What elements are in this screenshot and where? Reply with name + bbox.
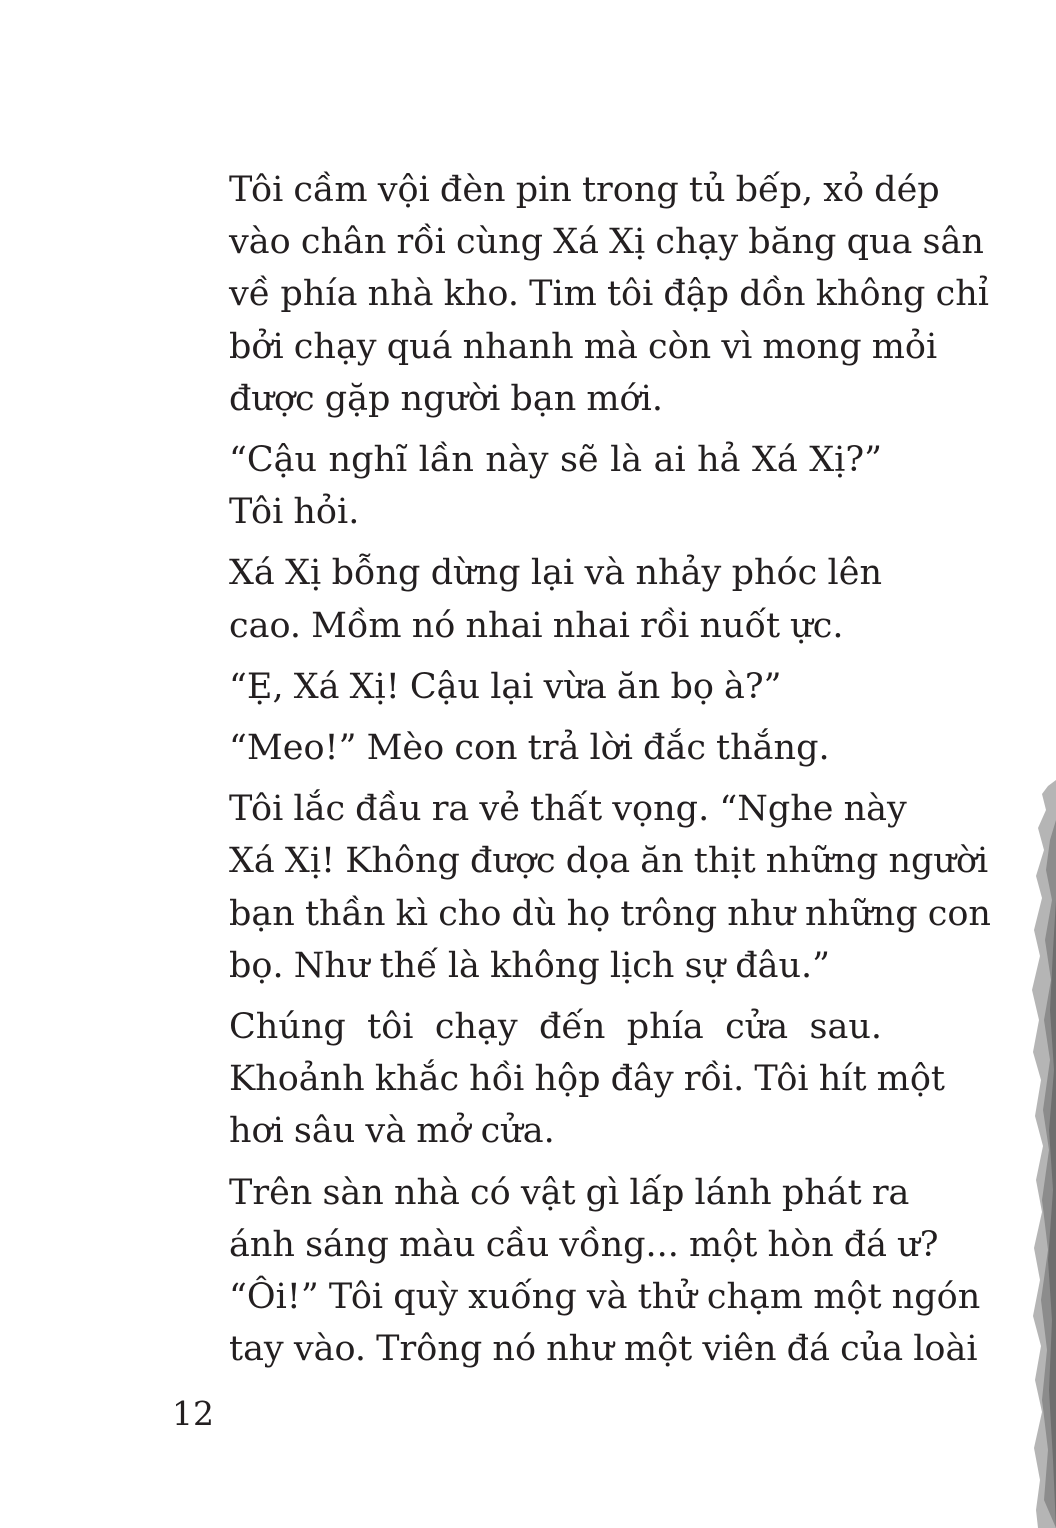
- text-line: bởi chạy quá nhanh mà còn vì mong mỏi: [229, 326, 938, 367]
- paragraph: [172, 164, 989, 425]
- text-line: Trên sàn nhà có vật gì lấp lánh phát ra: [229, 1172, 910, 1213]
- text-line: “Ẹ, Xá Xị! Cậu lại vừa ăn bọ à?”: [229, 666, 782, 707]
- text-line: về phía nhà kho. Tim tôi đập dồn không chỉ: [229, 274, 989, 315]
- text-line: Tôi hỏi.: [229, 492, 360, 533]
- paragraph: [172, 661, 882, 713]
- text-line: tay vào. Trông nó như một viên đá của loài: [229, 1329, 978, 1370]
- paragraph: [172, 434, 882, 538]
- text-line: Xá Xị! Không được dọa ăn thịt những người: [229, 841, 989, 882]
- paragraph: [172, 722, 882, 774]
- page-number: 12: [172, 1394, 214, 1433]
- text-line: “Meo!” Mèo con trả lời đắc thắng.: [229, 728, 830, 769]
- illustration-edge: [1030, 780, 1056, 1528]
- text-line: Tôi cầm vội đèn pin trong tủ bếp, xỏ dép: [229, 170, 940, 210]
- text-line: hơi sâu và mở cửa.: [229, 1111, 555, 1152]
- text-line: được gặp người bạn mới.: [229, 378, 663, 419]
- text-line: vào chân rồi cùng Xá Xị chạy băng qua sân: [229, 222, 984, 263]
- body-text: [172, 164, 991, 1384]
- paragraph: [172, 1001, 945, 1158]
- text-line: “Cậu nghĩ lần này sẽ là ai hả Xá Xị?”: [229, 440, 882, 481]
- text-line: Xá Xị bỗng dừng lại và nhảy phóc lên: [229, 553, 882, 594]
- text-line: cao. Mồm nó nhai nhai rồi nuốt ực.: [229, 605, 844, 646]
- text-line: bọ. Như thế là không lịch sự đâu.”: [229, 945, 831, 986]
- text-line: bạn thần kì cho dù họ trông như những con: [229, 893, 991, 934]
- text-line: ánh sáng màu cầu vồng... một hòn đá ư?: [229, 1224, 939, 1265]
- paragraph: [172, 783, 991, 992]
- text-line: “Ôi!” Tôi quỳ xuống và thử chạm một ngón: [229, 1277, 981, 1318]
- text-line: Tôi lắc đầu ra vẻ thất vọng. “Nghe này: [229, 789, 907, 830]
- text-line: Khoảnh khắc hồi hộp đây rồi. Tôi hít một: [229, 1059, 945, 1100]
- paragraph: [172, 547, 882, 651]
- paragraph: [172, 1167, 981, 1376]
- text-line: Chúng tôi chạy đến phía cửa sau.: [229, 1007, 882, 1048]
